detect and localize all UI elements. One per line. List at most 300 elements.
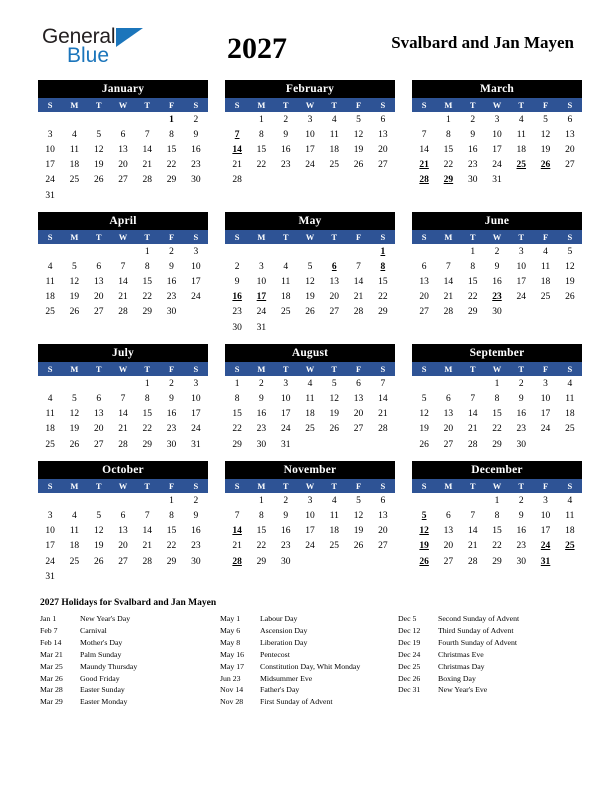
week-row bbox=[38, 158, 208, 173]
weekday-header: S bbox=[371, 362, 395, 376]
month-table bbox=[225, 230, 395, 335]
holiday-date: May 1 bbox=[220, 614, 241, 624]
day-cell: 3 bbox=[259, 261, 264, 272]
holidays-columns bbox=[40, 613, 612, 708]
month-title: April bbox=[38, 212, 208, 230]
day-cell: 20 bbox=[378, 144, 388, 155]
day-cell: 1 bbox=[144, 378, 150, 389]
day-cell: 29 bbox=[232, 439, 242, 450]
holidays-column bbox=[220, 613, 398, 708]
day-cell: 25 bbox=[540, 292, 551, 303]
day-cell-empty bbox=[298, 244, 322, 259]
weekday-header: M bbox=[436, 362, 460, 376]
holiday-date: May 16 bbox=[220, 649, 245, 659]
month-january bbox=[38, 80, 208, 203]
weekday-header: T bbox=[274, 98, 298, 112]
day-cell: 23 bbox=[166, 424, 177, 435]
logo-text-blue: Blue bbox=[67, 44, 110, 67]
day-cell: 24 bbox=[516, 292, 527, 303]
day-cell-empty bbox=[111, 493, 135, 508]
day-cell-holiday: 14 bbox=[232, 526, 242, 537]
week-row bbox=[38, 112, 208, 127]
day-cell: 20 bbox=[93, 424, 104, 435]
holiday-list-item bbox=[220, 684, 398, 696]
day-cell: 6 bbox=[380, 495, 386, 506]
day-cell: 4 bbox=[543, 246, 548, 257]
month-july bbox=[38, 344, 208, 452]
week-row bbox=[225, 422, 395, 437]
month-title: June bbox=[412, 212, 582, 230]
day-cell-holiday: 24 bbox=[540, 541, 551, 552]
day-cell: 6 bbox=[421, 261, 427, 272]
weekday-header: S bbox=[38, 98, 62, 112]
day-cell: 20 bbox=[443, 424, 454, 435]
day-cell: 12 bbox=[69, 409, 80, 420]
day-cell: 19 bbox=[353, 144, 364, 155]
month-title: March bbox=[412, 80, 582, 98]
day-cell: 6 bbox=[356, 378, 361, 389]
day-cell: 1 bbox=[494, 378, 500, 389]
day-cell-empty bbox=[322, 437, 346, 452]
day-cell: 11 bbox=[69, 144, 79, 155]
month-table bbox=[412, 362, 582, 452]
weekday-header: M bbox=[249, 479, 273, 493]
day-cell: 24 bbox=[540, 424, 551, 435]
day-cell: 8 bbox=[470, 261, 476, 272]
day-cell-empty bbox=[87, 112, 111, 127]
holiday-date: Mar 25 bbox=[40, 661, 63, 671]
weekday-header: M bbox=[436, 230, 460, 244]
holiday-list-item bbox=[220, 649, 398, 661]
day-cell: 25 bbox=[69, 556, 80, 567]
day-cell: 2 bbox=[470, 114, 476, 125]
day-cell: 28 bbox=[232, 175, 242, 186]
week-row bbox=[38, 493, 208, 508]
month-table bbox=[225, 362, 395, 452]
logo-triangle-icon bbox=[116, 28, 143, 47]
page-title-country: Svalbard and Jan Mayen bbox=[391, 33, 574, 52]
day-cell: 12 bbox=[353, 129, 364, 140]
day-cell-empty bbox=[322, 244, 346, 259]
day-cell: 12 bbox=[419, 409, 429, 420]
day-cell: 17 bbox=[540, 409, 551, 420]
day-cell: 25 bbox=[280, 307, 291, 318]
day-cell: 30 bbox=[191, 175, 201, 186]
day-cell: 22 bbox=[166, 160, 177, 171]
day-cell: 30 bbox=[280, 556, 291, 567]
weekday-header: T bbox=[87, 362, 111, 376]
day-cell: 18 bbox=[565, 526, 575, 537]
day-cell: 13 bbox=[329, 277, 340, 288]
day-cell-empty bbox=[461, 493, 485, 508]
day-cell: 4 bbox=[72, 129, 77, 140]
day-cell: 28 bbox=[443, 307, 454, 318]
day-cell: 29 bbox=[256, 556, 267, 567]
day-cell: 26 bbox=[353, 160, 364, 171]
day-cell-empty bbox=[533, 305, 557, 320]
week-row bbox=[225, 275, 395, 290]
day-cell-empty bbox=[558, 305, 582, 320]
day-cell-empty bbox=[322, 320, 346, 335]
weekday-header: S bbox=[371, 98, 395, 112]
day-cell-empty bbox=[371, 320, 395, 335]
day-cell: 22 bbox=[142, 424, 153, 435]
day-cell-empty bbox=[159, 569, 183, 584]
weekday-header-row bbox=[38, 98, 208, 112]
day-cell-empty bbox=[111, 244, 135, 259]
day-cell: 22 bbox=[492, 541, 502, 552]
weekday-header: T bbox=[87, 230, 111, 244]
weekday-header: T bbox=[461, 479, 485, 493]
day-cell-empty bbox=[322, 173, 346, 188]
day-cell: 21 bbox=[353, 292, 364, 303]
week-row bbox=[225, 539, 395, 554]
day-cell: 26 bbox=[305, 307, 315, 318]
weekday-header: W bbox=[111, 98, 135, 112]
day-cell: 22 bbox=[142, 292, 153, 303]
month-table bbox=[412, 98, 582, 188]
weekday-header: S bbox=[558, 479, 582, 493]
day-cell: 10 bbox=[256, 277, 267, 288]
weekday-header: T bbox=[322, 98, 346, 112]
day-cell: 11 bbox=[565, 394, 575, 405]
day-cell: 7 bbox=[234, 510, 240, 521]
weekday-header: W bbox=[111, 230, 135, 244]
day-cell: 18 bbox=[329, 526, 340, 537]
day-cell: 21 bbox=[232, 160, 242, 171]
day-cell-empty bbox=[346, 173, 370, 188]
week-row bbox=[38, 407, 208, 422]
week-row bbox=[225, 437, 395, 452]
day-cell-empty bbox=[298, 320, 322, 335]
weekday-header-row bbox=[412, 479, 582, 493]
day-cell: 20 bbox=[353, 409, 364, 420]
week-row bbox=[225, 391, 395, 406]
day-cell-holiday: 14 bbox=[232, 144, 242, 155]
day-cell: 9 bbox=[259, 394, 264, 405]
day-cell: 17 bbox=[305, 144, 315, 155]
day-cell: 5 bbox=[96, 129, 102, 140]
day-cell: 27 bbox=[565, 160, 575, 171]
day-cell: 27 bbox=[93, 439, 104, 450]
weekday-header: S bbox=[225, 230, 249, 244]
day-cell: 14 bbox=[353, 277, 364, 288]
day-cell-empty bbox=[38, 112, 62, 127]
day-cell: 5 bbox=[356, 114, 361, 125]
week-row bbox=[38, 524, 208, 539]
day-cell: 16 bbox=[191, 144, 201, 155]
day-cell: 30 bbox=[492, 307, 502, 318]
day-cell: 31 bbox=[492, 175, 502, 186]
day-cell-holiday: 25 bbox=[565, 541, 575, 552]
week-row bbox=[38, 508, 208, 523]
week-row bbox=[38, 188, 208, 203]
holiday-list-item bbox=[398, 625, 612, 637]
day-cell-empty bbox=[461, 376, 485, 391]
day-cell-empty bbox=[436, 244, 460, 259]
day-cell: 19 bbox=[565, 277, 575, 288]
week-row bbox=[38, 305, 208, 320]
day-cell: 5 bbox=[421, 394, 427, 405]
weekday-header: F bbox=[159, 479, 183, 493]
holiday-name: Third Sunday of Advent bbox=[438, 626, 514, 636]
day-cell: 10 bbox=[280, 394, 291, 405]
day-cell: 4 bbox=[518, 114, 524, 125]
weekday-header-row bbox=[412, 98, 582, 112]
day-cell: 27 bbox=[378, 541, 388, 552]
holiday-name: Carnival bbox=[80, 626, 107, 636]
day-cell: 4 bbox=[331, 495, 337, 506]
week-row bbox=[38, 391, 208, 406]
day-cell: 12 bbox=[93, 526, 104, 537]
day-cell: 24 bbox=[305, 541, 315, 552]
day-cell-empty bbox=[346, 244, 370, 259]
month-title: May bbox=[225, 212, 395, 230]
day-cell-empty bbox=[412, 244, 436, 259]
month-october bbox=[38, 461, 208, 584]
weekday-header: W bbox=[298, 362, 322, 376]
week-row bbox=[225, 508, 395, 523]
day-cell: 30 bbox=[232, 322, 242, 333]
day-cell: 15 bbox=[492, 526, 502, 537]
day-cell: 5 bbox=[567, 246, 573, 257]
day-cell: 18 bbox=[69, 160, 80, 171]
week-row bbox=[38, 422, 208, 437]
weekday-header: F bbox=[346, 479, 370, 493]
day-cell: 23 bbox=[516, 424, 527, 435]
day-cell-empty bbox=[371, 173, 395, 188]
weekday-header: T bbox=[461, 362, 485, 376]
week-row bbox=[412, 244, 582, 259]
week-row bbox=[225, 376, 395, 391]
day-cell: 18 bbox=[69, 541, 80, 552]
day-cell: 13 bbox=[353, 394, 364, 405]
day-cell: 14 bbox=[419, 144, 429, 155]
day-cell: 29 bbox=[378, 307, 388, 318]
day-cell-empty bbox=[412, 112, 436, 127]
day-cell: 24 bbox=[305, 160, 315, 171]
day-cell: 19 bbox=[69, 424, 80, 435]
day-cell: 16 bbox=[191, 526, 201, 537]
day-cell: 26 bbox=[69, 307, 80, 318]
day-cell: 13 bbox=[93, 409, 104, 420]
holiday-name: Christmas Day bbox=[438, 661, 485, 671]
weekday-header: F bbox=[533, 362, 557, 376]
day-cell-empty bbox=[412, 376, 436, 391]
week-row bbox=[412, 158, 582, 173]
day-cell: 2 bbox=[169, 246, 174, 257]
day-cell: 10 bbox=[305, 510, 315, 521]
holiday-list-item bbox=[40, 661, 220, 673]
day-cell: 31 bbox=[45, 571, 55, 582]
holiday-date: May 17 bbox=[220, 661, 245, 671]
day-cell-holiday: 19 bbox=[419, 541, 429, 552]
holidays-column bbox=[40, 613, 220, 708]
day-cell: 1 bbox=[259, 495, 264, 506]
day-cell-empty bbox=[558, 554, 582, 569]
day-cell-empty bbox=[558, 173, 582, 188]
week-row bbox=[225, 127, 395, 142]
holiday-name: Easter Monday bbox=[80, 697, 128, 707]
day-cell: 23 bbox=[467, 160, 478, 171]
holiday-name: Second Sunday of Advent bbox=[438, 614, 520, 624]
month-title: August bbox=[225, 344, 395, 362]
month-may bbox=[225, 212, 395, 335]
holiday-date: Dec 25 bbox=[398, 661, 421, 671]
weekday-header: T bbox=[322, 230, 346, 244]
holiday-list-item bbox=[40, 613, 220, 625]
day-cell-empty bbox=[225, 493, 249, 508]
day-cell: 10 bbox=[45, 144, 55, 155]
day-cell: 9 bbox=[169, 261, 174, 272]
holiday-name: Easter Sunday bbox=[80, 685, 125, 695]
week-row bbox=[38, 173, 208, 188]
holiday-date: Dec 5 bbox=[398, 614, 417, 624]
holiday-name: Pentecost bbox=[260, 649, 290, 659]
day-cell: 13 bbox=[378, 129, 388, 140]
page-header bbox=[0, 0, 612, 72]
generalblue-logo bbox=[40, 26, 160, 70]
day-cell: 17 bbox=[45, 160, 55, 171]
day-cell-empty bbox=[274, 244, 298, 259]
week-row bbox=[38, 259, 208, 274]
day-cell: 2 bbox=[283, 114, 289, 125]
day-cell: 6 bbox=[446, 394, 451, 405]
holiday-name: Ascension Day bbox=[260, 626, 308, 636]
day-cell: 26 bbox=[329, 424, 340, 435]
day-cell-holiday: 26 bbox=[419, 556, 429, 567]
day-cell: 29 bbox=[492, 439, 502, 450]
day-cell-holiday: 8 bbox=[380, 261, 386, 272]
day-cell: 1 bbox=[446, 114, 451, 125]
day-cell: 29 bbox=[166, 175, 177, 186]
day-cell: 19 bbox=[93, 160, 104, 171]
day-cell: 6 bbox=[446, 510, 451, 521]
weekday-header: T bbox=[274, 479, 298, 493]
holiday-list-item bbox=[40, 696, 220, 708]
day-cell: 22 bbox=[256, 160, 267, 171]
week-row bbox=[38, 376, 208, 391]
day-cell-empty bbox=[533, 173, 557, 188]
day-cell-empty bbox=[87, 188, 111, 203]
month-table bbox=[225, 479, 395, 569]
holiday-date: May 8 bbox=[220, 638, 241, 647]
holiday-date: Mar 29 bbox=[40, 697, 63, 707]
day-cell: 18 bbox=[45, 424, 55, 435]
weekday-header-row bbox=[38, 479, 208, 493]
day-cell-empty bbox=[274, 320, 298, 335]
day-cell: 14 bbox=[118, 277, 128, 288]
day-cell: 13 bbox=[118, 144, 128, 155]
day-cell: 10 bbox=[540, 394, 551, 405]
week-row bbox=[412, 376, 582, 391]
day-cell: 4 bbox=[47, 394, 53, 405]
weekday-header: F bbox=[346, 362, 370, 376]
day-cell-empty bbox=[346, 437, 370, 452]
holiday-date: Mar 28 bbox=[40, 685, 63, 695]
day-cell: 20 bbox=[443, 541, 454, 552]
day-cell-empty bbox=[62, 244, 86, 259]
day-cell: 2 bbox=[283, 495, 289, 506]
day-cell: 19 bbox=[419, 424, 429, 435]
day-cell: 11 bbox=[305, 394, 315, 405]
holiday-list-item bbox=[398, 613, 612, 625]
day-cell: 16 bbox=[166, 277, 177, 288]
day-cell: 9 bbox=[193, 129, 199, 140]
day-cell: 15 bbox=[492, 409, 502, 420]
day-cell: 11 bbox=[281, 277, 291, 288]
day-cell: 23 bbox=[280, 541, 291, 552]
day-cell: 28 bbox=[353, 307, 364, 318]
day-cell: 20 bbox=[118, 160, 128, 171]
day-cell: 29 bbox=[142, 439, 153, 450]
day-cell: 8 bbox=[169, 129, 174, 140]
week-row bbox=[412, 391, 582, 406]
day-cell-empty bbox=[111, 188, 135, 203]
day-cell: 3 bbox=[494, 114, 500, 125]
week-row bbox=[412, 493, 582, 508]
day-cell: 12 bbox=[93, 144, 104, 155]
day-cell: 23 bbox=[280, 160, 291, 171]
week-row bbox=[225, 407, 395, 422]
day-cell: 18 bbox=[45, 292, 55, 303]
holiday-date: Feb 14 bbox=[40, 638, 62, 647]
day-cell: 5 bbox=[356, 495, 361, 506]
day-cell: 14 bbox=[142, 144, 153, 155]
week-row bbox=[38, 275, 208, 290]
weekday-header: M bbox=[62, 230, 86, 244]
day-cell: 24 bbox=[492, 160, 502, 171]
day-cell: 16 bbox=[492, 277, 502, 288]
day-cell-empty bbox=[371, 554, 395, 569]
day-cell: 15 bbox=[166, 526, 177, 537]
weekday-header: F bbox=[346, 230, 370, 244]
day-cell-empty bbox=[62, 493, 86, 508]
weekday-header-row bbox=[225, 479, 395, 493]
day-cell: 28 bbox=[118, 307, 128, 318]
day-cell: 4 bbox=[567, 495, 573, 506]
day-cell: 22 bbox=[256, 541, 267, 552]
day-cell: 19 bbox=[69, 292, 80, 303]
day-cell: 21 bbox=[232, 541, 242, 552]
day-cell: 15 bbox=[256, 526, 267, 537]
day-cell: 28 bbox=[378, 424, 388, 435]
day-cell: 2 bbox=[169, 378, 174, 389]
day-cell: 3 bbox=[543, 495, 548, 506]
day-cell: 12 bbox=[305, 277, 315, 288]
day-cell: 9 bbox=[169, 394, 174, 405]
day-cell: 15 bbox=[256, 144, 267, 155]
week-row bbox=[412, 422, 582, 437]
day-cell: 6 bbox=[380, 114, 386, 125]
weekday-header: T bbox=[87, 479, 111, 493]
day-cell: 30 bbox=[256, 439, 267, 450]
day-cell: 11 bbox=[565, 510, 575, 521]
weekday-header: M bbox=[436, 98, 460, 112]
week-row bbox=[38, 290, 208, 305]
weekday-header: S bbox=[184, 479, 208, 493]
day-cell: 4 bbox=[567, 378, 573, 389]
day-cell: 9 bbox=[283, 510, 289, 521]
weekday-header: F bbox=[159, 98, 183, 112]
day-cell: 16 bbox=[280, 144, 291, 155]
day-cell: 26 bbox=[419, 439, 429, 450]
day-cell-holiday: 31 bbox=[540, 556, 551, 567]
day-cell: 1 bbox=[494, 495, 500, 506]
weekday-header: T bbox=[461, 98, 485, 112]
day-cell-empty bbox=[298, 554, 322, 569]
holiday-date: Dec 24 bbox=[398, 649, 421, 659]
